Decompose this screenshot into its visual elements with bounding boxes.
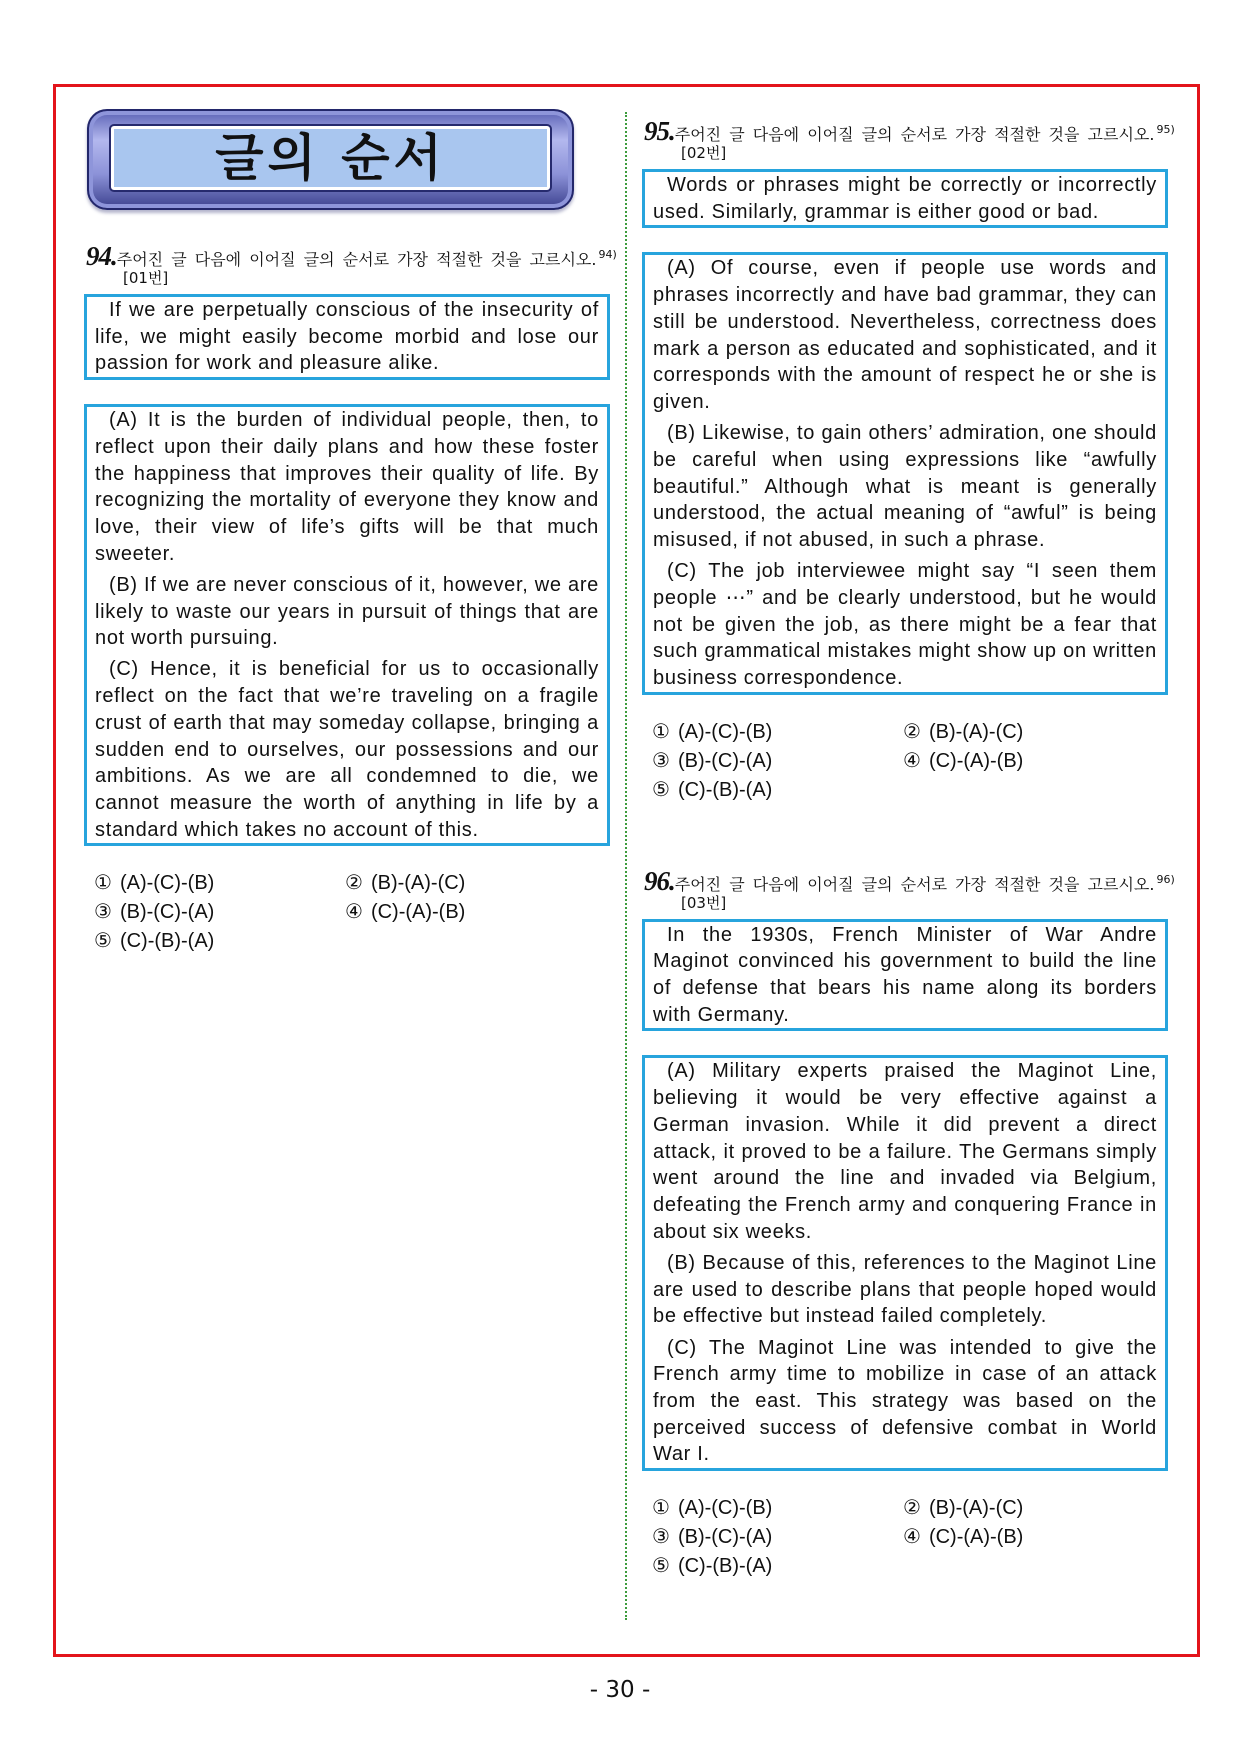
question-number: 96. (644, 865, 675, 896)
choice-3 (652, 1522, 903, 1551)
choice-5 (652, 775, 903, 804)
choice-text: (C)-(A)-(B) (370, 901, 466, 924)
column-divider (625, 112, 627, 1620)
left-column (84, 241, 617, 955)
choice-marker: ② (903, 718, 921, 743)
given-text-box: In the 1930s, French Minister of War Andre Maginot convinced his government to build the line of defense that bears his name along its borders with Germany. (642, 919, 1168, 1032)
choice-4 (345, 897, 610, 926)
section-title: 글의 순서 (215, 129, 446, 187)
question-prompt: 주어진 글 다음에 이어질 글의 순서로 가장 적절한 것을 고르시오. (116, 250, 597, 269)
question-prompt: 주어진 글 다음에 이어질 글의 순서로 가장 적절한 것을 고르시오. (674, 874, 1155, 894)
question-number: 95. (644, 116, 675, 146)
answer-choices (642, 1493, 1168, 1580)
page-number: - 30 - (589, 1677, 651, 1703)
question-96 (642, 865, 1175, 1580)
passage-b: (B) If we are never conscious of it, however, we are likely to waste our years in pursuit of things that are not worth pursuing. (95, 573, 599, 650)
passage-b: (B) Likewise, to gain others’ admiration, one should be careful when using expressions like “awfully beautiful.” Although what is meant is generally understood, the actual meaning of “awful” is being misused, if not abused, in such a phrase. (653, 422, 1157, 551)
choice-text: (A)-(C)-(B) (119, 872, 215, 895)
choice-text: (A)-(C)-(B) (677, 720, 773, 743)
choice-text: (B)-(C)-(A) (677, 749, 773, 772)
passage-a: (A) It is the burden of individual people, then, to reflect upon their daily plans and how these foster the happiness that improves their quality of life. By recognizing the mortality of everyone they know and love, their view of life’s gifts will be that much sweeter. (95, 409, 599, 565)
choice-marker: ① (652, 718, 670, 743)
choice-text: (A)-(C)-(B) (677, 1497, 773, 1520)
choice-text: (C)-(B)-(A) (677, 778, 773, 801)
choice-marker: ④ (345, 899, 363, 924)
choice-1 (94, 868, 345, 897)
question-source: [01번] (123, 269, 169, 287)
choice-3 (652, 746, 903, 775)
question-94 (84, 241, 617, 955)
choice-marker: ③ (94, 899, 112, 924)
choice-marker: ④ (903, 747, 921, 772)
given-text-box: Words or phrases might be correctly or incorrectly used. Similarly, grammar is either good or bad. (642, 169, 1168, 228)
footnote-ref: 95) (1156, 123, 1175, 136)
passage-c: (C) The job interviewee might say “I seen them people ⋯” and be clearly understood, but he would not be given the job, as there might be a fear that such grammatical mistakes might show up on written business correspondence. (653, 560, 1157, 689)
choice-2 (345, 868, 610, 897)
choice-marker: ③ (652, 1524, 670, 1549)
choice-marker: ② (903, 1495, 921, 1520)
choice-3 (94, 897, 345, 926)
choice-text: (B)-(A)-(C) (370, 872, 466, 895)
choice-1 (652, 717, 903, 746)
footnote-ref: 94) (598, 248, 617, 261)
choice-4 (903, 1522, 1168, 1551)
passage-box (642, 252, 1168, 694)
right-column (642, 116, 1175, 1580)
choice-5 (652, 1551, 903, 1580)
question-header (642, 116, 1175, 146)
question-95 (642, 116, 1175, 804)
passage-b: (B) Because of this, references to the Maginot Line are used to describe plans that people hoped would be effective but instead failed completely. (653, 1251, 1157, 1328)
choice-text: (C)-(A)-(B) (928, 1526, 1024, 1549)
choice-marker: ③ (652, 747, 670, 772)
choice-marker: ⑤ (94, 928, 112, 953)
choice-marker: ⑤ (652, 776, 670, 801)
question-header (642, 865, 1175, 896)
choice-text: (B)-(C)-(A) (119, 901, 215, 924)
question-header (84, 241, 617, 271)
choice-text: (B)-(C)-(A) (677, 1526, 773, 1549)
choice-text: (C)-(B)-(A) (119, 930, 215, 953)
choice-5 (94, 926, 345, 955)
choice-text: (C)-(B)-(A) (677, 1555, 773, 1578)
section-title-panel (111, 126, 550, 190)
section-title-badge (87, 109, 574, 210)
answer-choices (642, 717, 1168, 804)
passage-a: (A) Of course, even if people use words and phrases incorrectly and have bad grammar, they can still be understood. Nevertheless, correctness does mark a person as educated and sophisticated, and it corresponds with the amount of respect he or she is given. (653, 257, 1157, 413)
question-source: [03번] (681, 893, 727, 912)
passage-c: (C) Hence, it is beneficial for us to occasionally reflect on the fact that we’re traveling on a fragile crust of earth that may someday collapse, bringing a sudden end to ourselves, our possessions and our ambitions. As we are all condemned to die, we cannot measure the worth of anything in life by a standard which takes no account of this. (95, 658, 599, 841)
choice-1 (652, 1493, 903, 1522)
given-text-box: If we are perpetually conscious of the insecurity of life, we might easily become morbid and lose our passion for work and pleasure alike. (84, 294, 610, 380)
choice-marker: ⑤ (652, 1553, 670, 1578)
question-source: [02번] (681, 144, 727, 162)
passage-box (84, 404, 610, 846)
question-number: 94. (86, 241, 117, 271)
choice-marker: ② (345, 870, 363, 895)
passage-a: (A) Military experts praised the Maginot Line, believing it would be very effective against a German invasion. While it did prevent a direct attack, it proved to be a failure. The Germans simply went around the line and invaded via Belgium, defeating the French army and conquering France in about six weeks. (653, 1060, 1157, 1243)
footnote-ref: 96) (1156, 872, 1175, 886)
choice-marker: ① (652, 1495, 670, 1520)
choice-4 (903, 746, 1168, 775)
answer-choices (84, 868, 610, 955)
choice-text: (B)-(A)-(C) (928, 720, 1024, 743)
choice-text: (C)-(A)-(B) (928, 749, 1024, 772)
choice-text: (B)-(A)-(C) (928, 1497, 1024, 1520)
passage-c: (C) The Maginot Line was intended to give the French army time to mobilize in case of an attack from the east. This strategy was based on the perceived success of defensive combat in World War I. (653, 1336, 1157, 1466)
choice-2 (903, 717, 1168, 746)
choice-marker: ① (94, 870, 112, 895)
passage-box (642, 1055, 1168, 1471)
choice-marker: ④ (903, 1524, 921, 1549)
question-prompt: 주어진 글 다음에 이어질 글의 순서로 가장 적절한 것을 고르시오. (674, 125, 1155, 144)
choice-2 (903, 1493, 1168, 1522)
